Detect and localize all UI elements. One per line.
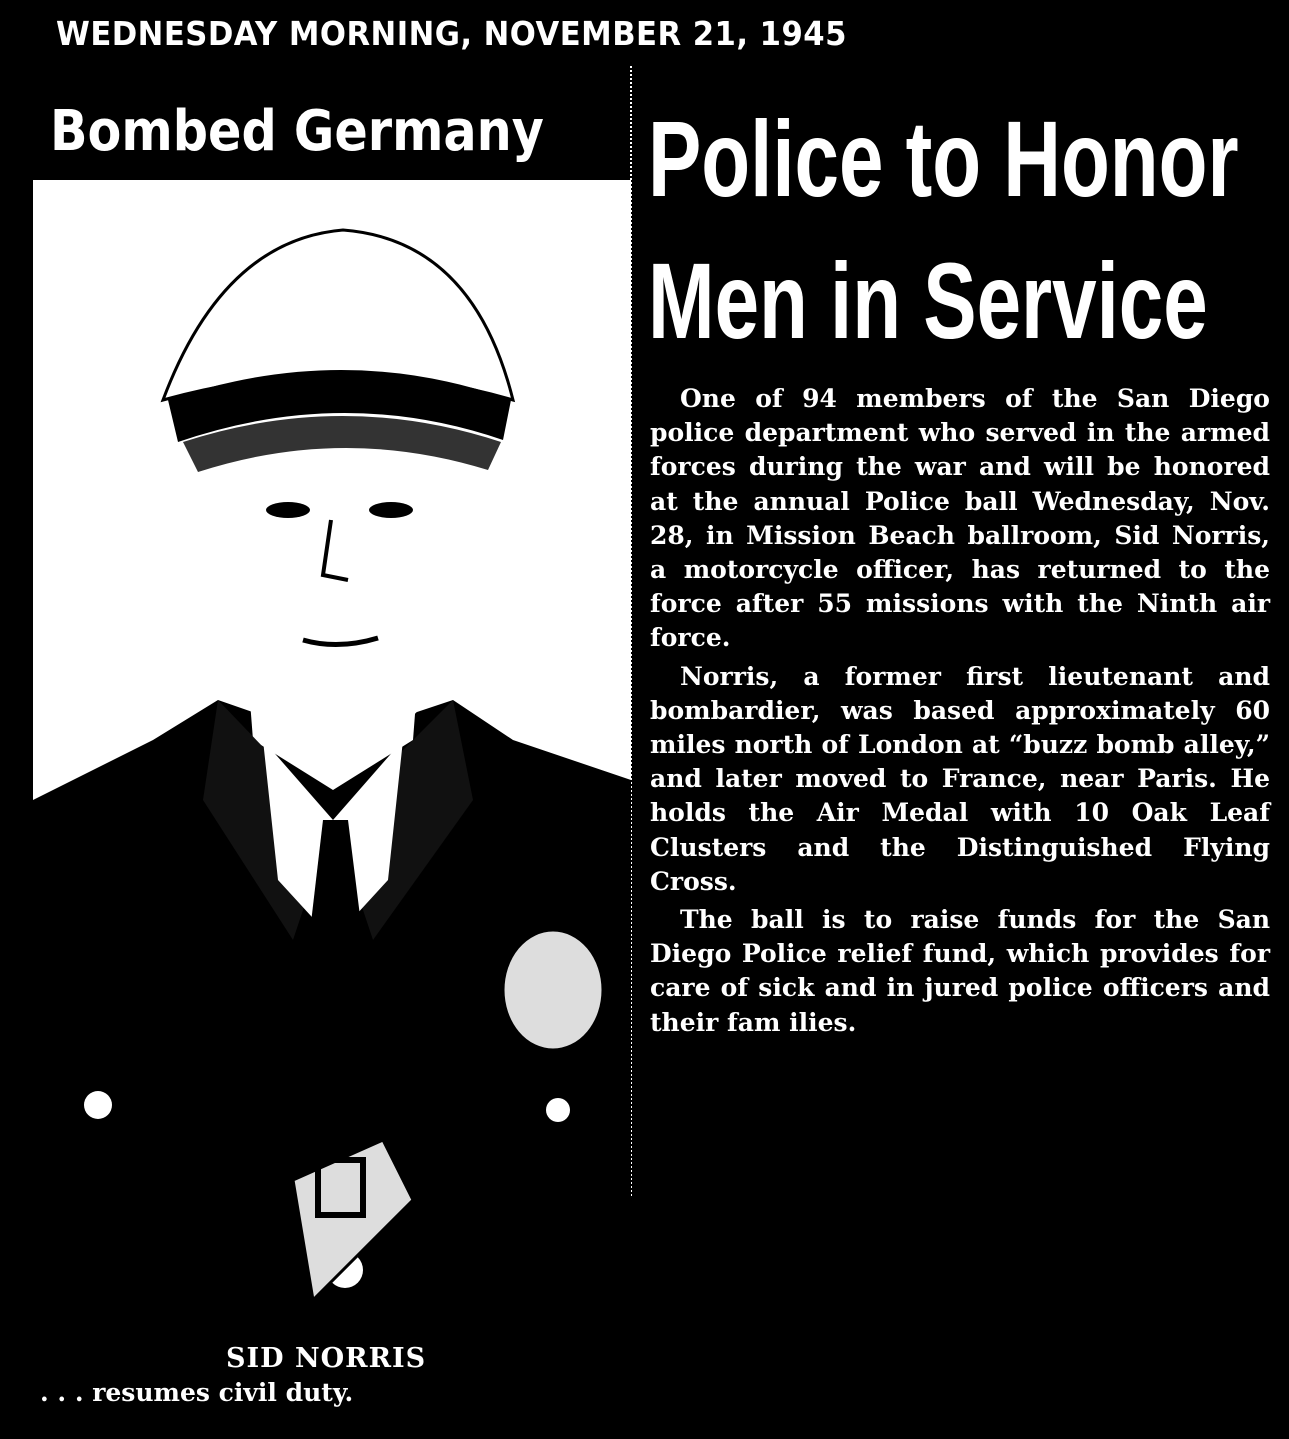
- dateline: WEDNESDAY MORNING, NOVEMBER 21, 1945: [56, 14, 847, 53]
- left-eye: [266, 502, 310, 518]
- right-eye: [369, 502, 413, 518]
- photo-headline: Bombed Germany: [50, 99, 544, 164]
- coat-button: [84, 1091, 112, 1119]
- headline-line-2: Men in Service: [648, 240, 1208, 361]
- article-body: [650, 382, 1270, 1040]
- portrait-photo: [33, 180, 631, 1340]
- article-paragraph: The ball is to raise funds for the San Diego Police relief fund, which provides for care of sick and in jured police officers and their fam ilies.: [650, 905, 1270, 1037]
- headline-line-1: Police to Honor: [648, 98, 1239, 219]
- portrait-illustration: [33, 180, 631, 1340]
- article-paragraph: Norris, a former first lieutenant and bombardier, was based approximately 60 miles north of London at “buzz bomb alley,” and later moved to France, near Paris. He holds the Air Medal with 10 Oak Leaf Clusters and the Distinguished Flying Cross.: [650, 661, 1270, 896]
- badge-icon: [503, 930, 603, 1050]
- photo-caption-sub: . . . resumes civil duty.: [40, 1378, 354, 1407]
- article-paragraph: One of 94 members of the San Diego police department who served in the armed forces during the war and will be honored at the annual Police ball Wednesday, Nov. 28, in Mission Beach ballroom, Sid Norris, a motorcycle officer, has returned to the force after 55 missions with the Ninth air force.: [650, 384, 1270, 653]
- coat-button: [546, 1098, 570, 1122]
- headline: [648, 88, 1239, 372]
- photo-caption-name: SID NORRIS: [226, 1343, 427, 1374]
